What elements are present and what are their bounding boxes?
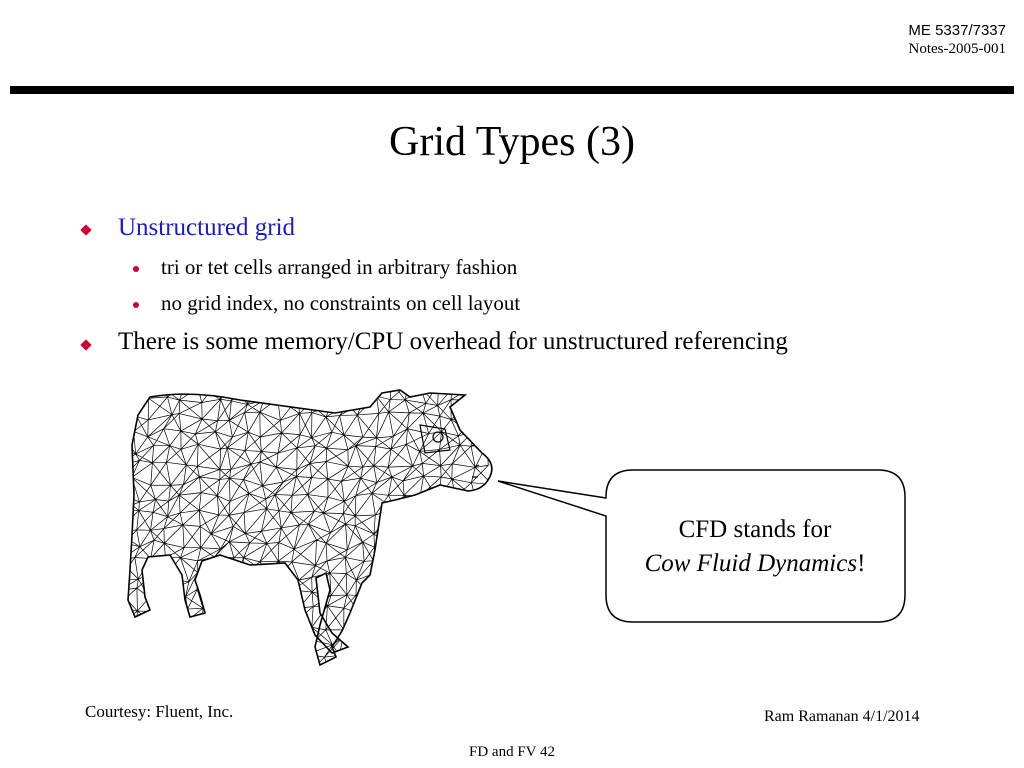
bullet-item-1: Unstructured grid <box>118 214 296 241</box>
callout-text <box>606 513 904 581</box>
page-label: FD and FV 42 <box>469 744 555 760</box>
callout-line-2 <box>606 547 904 581</box>
sub-bullet-item-2: no grid index, no constraints on cell layout <box>161 291 521 315</box>
callout-italic: Cow Fluid Dynamics <box>644 550 858 577</box>
slide-title: Grid Types (3) <box>389 119 635 165</box>
course-code: ME 5337/7337 <box>908 22 1006 39</box>
author-date: Ram Ramanan 4/1/2014 <box>764 708 920 725</box>
sub-bullet-item-1: tri or tet cells arranged in arbitrary fashion <box>161 255 518 279</box>
courtesy-caption: Courtesy: Fluent, Inc. <box>85 702 234 721</box>
callout-suffix: ! <box>857 550 866 577</box>
cow-mesh-svg <box>120 385 500 675</box>
cow-mesh-lines <box>120 385 493 675</box>
callout-line-1: CFD stands for <box>678 516 832 543</box>
bullet-item-2: There is some memory/CPU overhead for unstructured referencing <box>118 328 788 355</box>
cow-mesh-illustration <box>120 385 500 675</box>
notes-id: Notes-2005-001 <box>908 41 1006 57</box>
